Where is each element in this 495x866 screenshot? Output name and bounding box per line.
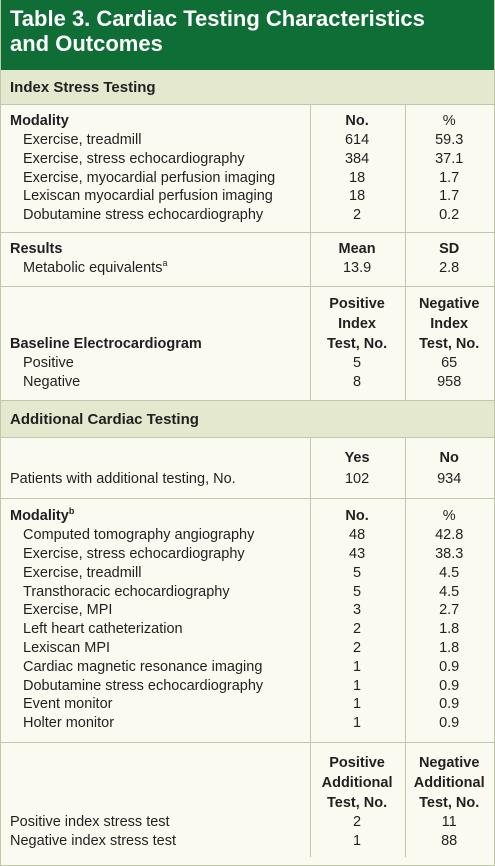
row-positive-count: 8: [353, 373, 362, 390]
outcome-header: [1, 753, 494, 813]
row-count: 2: [353, 639, 362, 656]
row-percent: 4.5: [439, 583, 460, 600]
row-label: Dobutamine stress echocardiography: [23, 207, 264, 224]
table-title: [1, 0, 494, 70]
row-label: Left heart catheterization: [23, 621, 183, 638]
baseline-col-positive: Positive Index Test, No.: [326, 295, 388, 352]
row-percent: 0.9: [439, 696, 460, 713]
table-row: [1, 150, 494, 169]
table-title-line-1: Table 3. Cardiac Testing Characteristics: [10, 6, 425, 31]
row-count: 2: [353, 621, 362, 638]
row-percent: 0.9: [439, 715, 460, 732]
additional-modality-header: [1, 507, 494, 526]
results-col-mean: Mean: [338, 240, 376, 257]
additional-modality-col-pct: %: [442, 508, 456, 525]
footnote-marker: a: [162, 258, 168, 269]
table-row: [1, 373, 494, 392]
table-row: [1, 677, 494, 696]
table-row: [1, 813, 494, 832]
row-positive-count: 5: [353, 354, 362, 371]
row-count: 5: [353, 583, 362, 600]
row-label: Positive index stress test: [10, 813, 170, 830]
index-modality-col-no: No.: [345, 113, 369, 129]
table-row: [1, 545, 494, 564]
patients-col-no: No: [439, 450, 459, 467]
row-count: 1: [353, 658, 362, 675]
row-sd: 2.8: [439, 259, 460, 276]
row-yes: 102: [344, 471, 370, 488]
table-title-line-2: and Outcomes: [10, 31, 163, 56]
row-percent: 59.3: [435, 132, 464, 148]
baseline-col-negative: Negative Index Test, No.: [418, 295, 480, 352]
row-count: 3: [353, 602, 362, 619]
outcome-col-positive: Positive Additional Test, No.: [321, 754, 393, 811]
row-label: Negative index stress test: [10, 832, 177, 849]
table-row: [1, 832, 494, 851]
table-row: [1, 620, 494, 639]
row-count: 1: [353, 715, 362, 732]
row-label: Positive: [23, 354, 74, 371]
baseline-ecg-block: [1, 287, 494, 402]
table-row: [1, 658, 494, 677]
row-negative-count: 88: [441, 832, 458, 849]
row-percent: 0.9: [439, 677, 460, 694]
row-label: Exercise, myocardial perfusion imaging: [23, 169, 276, 186]
row-label: Negative: [23, 373, 81, 390]
outcome-col-negative: Negative Additional Test, No.: [413, 754, 485, 811]
table-row: [1, 601, 494, 620]
table-row: [1, 354, 494, 373]
row-label: Holter monitor: [23, 715, 115, 732]
row-percent: 38.3: [435, 545, 464, 562]
row-label: Metabolic equivalents$^a$: [23, 258, 168, 276]
row-label: Patients with additional testing, No.: [10, 471, 236, 488]
row-label: Cardiac magnetic resonance imaging: [23, 658, 263, 675]
results-header: [1, 240, 494, 259]
row-count: 1: [353, 696, 362, 713]
row-percent: 0.2: [439, 207, 460, 224]
row-label: Exercise, stress echocardiography: [23, 150, 245, 167]
row-percent: 42.8: [435, 527, 464, 544]
row-count: 18: [349, 188, 366, 205]
results-block: [1, 233, 494, 287]
table-row: [1, 695, 494, 714]
row-label: Dobutamine stress echocardiography: [23, 677, 264, 694]
row-count: 18: [349, 169, 366, 186]
table-row: [1, 169, 494, 188]
row-label: Exercise, stress echocardiography: [23, 545, 245, 562]
baseline-label: Baseline Electrocardiogram: [10, 335, 202, 352]
results-label: Results: [10, 240, 63, 257]
index-modality-header: [1, 112, 494, 131]
row-negative-count: 958: [437, 373, 462, 390]
row-count: 614: [344, 132, 370, 148]
row-positive-count: 2: [353, 813, 362, 830]
row-label: Event monitor: [23, 696, 113, 713]
additional-modality-block: [1, 499, 494, 743]
row-count: 5: [353, 564, 362, 581]
index-modality-col-pct: %: [442, 113, 456, 129]
row-count: 2: [353, 207, 362, 224]
row-count: 384: [344, 150, 370, 167]
row-mean: 13.9: [342, 259, 372, 276]
row-count: 48: [349, 527, 366, 544]
row-percent: 37.1: [435, 150, 464, 167]
table-row: [1, 131, 494, 150]
index-modality-label: Modality: [10, 113, 69, 129]
row-label: Lexiscan MPI: [23, 639, 111, 656]
row-no: 934: [437, 471, 462, 488]
row-negative-count: 11: [441, 813, 457, 830]
patients-header: [1, 449, 494, 468]
row-percent: 2.7: [439, 602, 460, 619]
row-label: Transthoracic echocardiography: [23, 583, 230, 600]
additional-modality-col-no: No.: [345, 508, 369, 525]
row-percent: 1.8: [439, 639, 460, 656]
patients-col-yes: Yes: [344, 450, 370, 467]
results-col-sd: SD: [439, 240, 460, 257]
row-positive-count: 1: [353, 832, 362, 849]
table-row: [1, 583, 494, 602]
row-percent: 4.5: [439, 564, 460, 581]
row-percent: 1.7: [439, 188, 460, 205]
table-row: [1, 187, 494, 206]
section-index-stress-testing: Index Stress Testing: [1, 70, 494, 105]
row-negative-count: 65: [441, 354, 458, 371]
table-row: [1, 639, 494, 658]
table-row: [1, 526, 494, 545]
table-row: [1, 714, 494, 733]
row-label: Exercise, treadmill: [23, 132, 142, 148]
row-label: Exercise, treadmill: [23, 564, 142, 581]
patients-block: [1, 438, 494, 499]
row-percent: 1.8: [439, 621, 460, 638]
index-modality-block: [1, 105, 494, 233]
table-row: [1, 206, 494, 225]
section-additional-cardiac-testing: Additional Cardiac Testing: [1, 401, 494, 438]
outcome-block: [1, 743, 494, 857]
table-row: [1, 259, 494, 278]
baseline-header: [1, 294, 494, 354]
row-label: Exercise, MPI: [23, 602, 113, 619]
additional-modality-label: Modality$^b$: [10, 506, 75, 525]
row-count: 1: [353, 677, 362, 694]
row-count: 43: [349, 545, 366, 562]
row-label: Lexiscan myocardial perfusion imaging: [23, 188, 273, 205]
footnote-marker: b: [68, 506, 75, 517]
row-label: Computed tomography angiography: [23, 527, 255, 544]
table-row: [1, 470, 494, 489]
row-percent: 1.7: [439, 169, 460, 186]
table-row: [1, 564, 494, 583]
row-percent: 0.9: [439, 658, 460, 675]
